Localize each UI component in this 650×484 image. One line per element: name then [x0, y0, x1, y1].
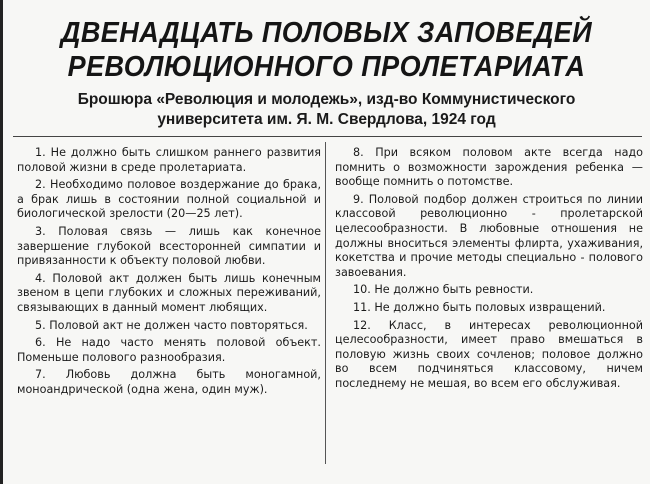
column-rule	[325, 142, 326, 464]
commandment-1: 1. Не должно быть слишком раннего развития половой жизни в среде пролетариата.	[17, 146, 321, 174]
commandment-6: 6. Не надо часто менять половой объект. Поменьше полового разнообразия.	[17, 336, 321, 364]
commandment-10: 10. Не должно быть ревности.	[353, 283, 534, 297]
commandment-4: 4. Половой акт должен быть лишь конечным звеном в цепи глубоких и сложных переживаний, связывающих в данный момент любящих.	[17, 271, 321, 314]
right-column	[335, 146, 643, 395]
source-caption-line-2: университета им. Я. М. Свердлова, 1924 год	[157, 111, 496, 128]
left-column	[17, 146, 321, 401]
commandment-12: 12. Класс, в интересах революционной целесообразности, имеет право вмешаться в половую жизнь своих сочленов; половое должно во всем подчиняться классовому, ничем последнему не мешая, во всем его обслуживая.	[335, 318, 643, 390]
commandment-2: 2. Необходимо половое воздержание до брака, а брак лишь в состоянии полной социальной и биологической зрелости (20—25 лет).	[17, 178, 321, 221]
commandment-8: 8. При всяком половом акте всегда надо помнить о возможности зарождения ребенка — вообще помнить о потомстве.	[335, 146, 643, 189]
commandment-11: 11. Не должно быть половых извращений.	[353, 300, 606, 314]
commandment-7: 7. Любовь должна быть моногамной, моноандрической (одна жена, один муж).	[17, 368, 321, 396]
commandment-9: 9. Половой подбор должен строиться по линии классовой революционно - пролетарской целесообразности. В любовные отношения не должны вноситься элементы флирта, ухаживания, кокетства и прочие методы специально - полового завоевания.	[335, 192, 643, 279]
headline-line-2: РЕВОЛЮЦИОННОГО ПРОЛЕТАРИАТА	[67, 51, 586, 83]
headline-line-1: ДВЕНАДЦАТЬ ПОЛОВЫХ ЗАПОВЕДЕЙ	[60, 17, 593, 49]
horizontal-rule	[13, 136, 642, 137]
commandment-3: 3. Половая связь — лишь как конечное завершение глубокой всесторонней симпатии и привязанности к объекту половой любви.	[17, 224, 321, 268]
source-caption	[23, 90, 630, 130]
commandment-5: 5. Половой акт не должен часто повторяться.	[35, 318, 308, 332]
source-caption-line-1: Брошюра «Революция и молодежь», изд-во Коммунистического	[77, 91, 576, 108]
headline	[26, 16, 628, 84]
